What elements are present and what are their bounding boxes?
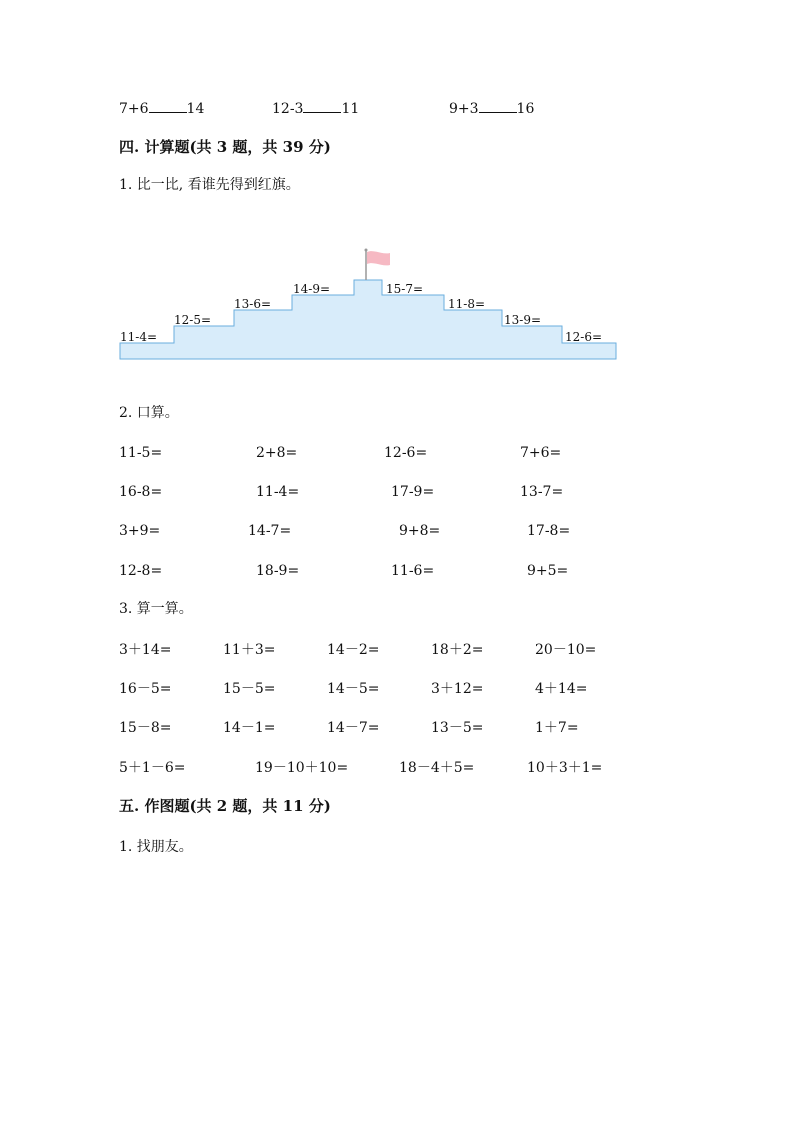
oral-item: 12-8= bbox=[119, 563, 163, 579]
oral-item: 11-6= bbox=[391, 563, 435, 579]
calc-item: 11＋3= bbox=[223, 642, 276, 658]
oral-item: 3+9= bbox=[119, 523, 161, 539]
oral-item: 17-9= bbox=[391, 484, 435, 500]
calc-item: 14－1= bbox=[223, 720, 276, 736]
oral-item: 17-8= bbox=[527, 523, 571, 539]
calc-item: 14－2= bbox=[327, 642, 380, 658]
step-label-8: 12-6= bbox=[565, 330, 603, 344]
question-find-friends-title: 1. 找朋友。 bbox=[119, 839, 193, 855]
compare-item-1 bbox=[119, 98, 204, 118]
calc-item: 18－4＋5= bbox=[399, 760, 475, 776]
compare-right: 14 bbox=[186, 101, 205, 117]
answer-blank[interactable] bbox=[479, 98, 517, 113]
calc-item: 1＋7= bbox=[535, 720, 579, 736]
oral-item: 16-8= bbox=[119, 484, 163, 500]
step-label-6: 11-8= bbox=[448, 297, 486, 311]
calc-item: 16－5= bbox=[119, 681, 172, 697]
staircase-svg bbox=[118, 245, 620, 363]
question-1-title: 1. 比一比, 看谁先得到红旗。 bbox=[119, 177, 300, 193]
red-flag-icon bbox=[367, 251, 390, 265]
oral-item: 14-7= bbox=[248, 523, 292, 539]
question-3-title: 3. 算一算。 bbox=[119, 601, 193, 617]
step-label-2: 12-5= bbox=[174, 313, 212, 327]
calc-item: 5＋1－6= bbox=[119, 760, 186, 776]
calc-item: 14－5= bbox=[327, 681, 380, 697]
oral-item: 13-7= bbox=[520, 484, 564, 500]
compare-left: 12-3 bbox=[272, 101, 304, 117]
section-5-title: 五. 作图题(共 2 题，共 11 分) bbox=[119, 797, 331, 815]
answer-blank[interactable] bbox=[303, 98, 341, 113]
compare-item-3 bbox=[449, 98, 534, 118]
question-2-title: 2. 口算。 bbox=[119, 405, 179, 421]
calc-item: 15－5= bbox=[223, 681, 276, 697]
calc-item: 18＋2= bbox=[431, 642, 484, 658]
oral-item: 18-9= bbox=[256, 563, 300, 579]
oral-item: 9+5= bbox=[527, 563, 569, 579]
calc-item: 3＋12= bbox=[431, 681, 484, 697]
oral-item: 7+6= bbox=[520, 445, 562, 461]
step-label-4: 14-9= bbox=[293, 282, 331, 296]
oral-item: 12-6= bbox=[384, 445, 428, 461]
calc-item: 13－5= bbox=[431, 720, 484, 736]
compare-item-2 bbox=[272, 98, 359, 118]
step-label-5: 15-7= bbox=[386, 282, 424, 296]
calc-item: 4＋14= bbox=[535, 681, 588, 697]
section-4-title: 四. 计算题(共 3 题，共 39 分) bbox=[119, 138, 331, 156]
staircase-diagram bbox=[118, 245, 620, 363]
answer-blank[interactable] bbox=[149, 98, 187, 113]
step-label-7: 13-9= bbox=[504, 313, 542, 327]
calc-item: 15－8= bbox=[119, 720, 172, 736]
compare-right: 16 bbox=[516, 101, 535, 117]
oral-item: 2+8= bbox=[256, 445, 298, 461]
step-label-1: 11-4= bbox=[120, 330, 158, 344]
calc-item: 10＋3＋1= bbox=[527, 760, 603, 776]
oral-item: 11-5= bbox=[119, 445, 163, 461]
calc-item: 19－10＋10= bbox=[255, 760, 349, 776]
compare-left: 9+3 bbox=[449, 101, 479, 117]
compare-right: 11 bbox=[341, 101, 360, 117]
compare-left: 7+6 bbox=[119, 101, 149, 117]
oral-item: 11-4= bbox=[256, 484, 300, 500]
calc-item: 3＋14= bbox=[119, 642, 172, 658]
step-label-3: 13-6= bbox=[234, 297, 272, 311]
oral-item: 9+8= bbox=[399, 523, 441, 539]
flag-pole-top bbox=[365, 249, 368, 252]
calc-item: 14－7= bbox=[327, 720, 380, 736]
calc-item: 20－10= bbox=[535, 642, 597, 658]
